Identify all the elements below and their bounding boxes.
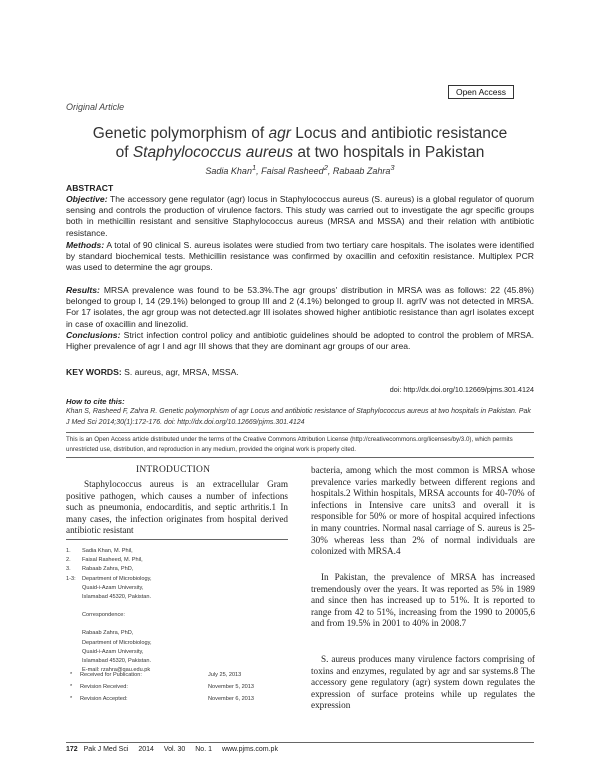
divider: [66, 432, 534, 433]
abstract-heading: ABSTRACT: [66, 183, 114, 193]
correspondence-row: [66, 639, 288, 648]
introduction-right-paragraph-1: bacteria, among which the most common is MRSA whose prevalence varies markedly between different regions and hospitals.2 Within hospitals, MRSA accounts for 40-70% of infections in Intensive care units3 and overall it is responsible for 50% or more of hospital acquired infections in many countries. Normal nasal carriage of S. aureus is 25-30% whereas less than 2% of normal individuals are colonized with MRSA.4: [311, 465, 535, 557]
page-footer: [66, 746, 286, 753]
correspondence-line[interactable]: E-mail: rzahra@qau.edu.pk: [82, 667, 151, 674]
abstract-results: [66, 285, 534, 330]
affiliation-number: [66, 593, 82, 602]
affiliation-text: Islamabad 45320, Pakistan.: [82, 594, 152, 601]
title-line-1: [60, 124, 540, 143]
correspondence-row: [66, 629, 288, 638]
date-star: *: [70, 672, 73, 678]
date-label: Received for Publication:: [80, 672, 142, 678]
abstract-methods: [66, 240, 534, 274]
divider: [66, 539, 288, 540]
date-star: *: [70, 696, 73, 702]
date-value: November 5, 2013: [208, 684, 255, 690]
author-name: Sadia Khan: [205, 166, 252, 176]
affiliation-row: [66, 556, 288, 565]
affiliation-text: Faisal Rasheed, M. Phil,: [82, 557, 143, 564]
correspondence-row: [66, 648, 288, 657]
affiliation-number: 3.: [66, 566, 71, 573]
doi-link[interactable]: doi: http://dx.doi.org/10.12669/pjms.301.4124: [389, 385, 534, 394]
correspondence-line: Department of Microbiology,: [82, 639, 152, 646]
author-affiliation-mark: 3: [390, 163, 395, 172]
article-type: Original Article: [66, 102, 125, 112]
keywords: [66, 367, 239, 377]
date-star: *: [70, 684, 73, 690]
date-label: Revision Received:: [80, 684, 128, 690]
correspondence-line: Quaid-i-Azam University,: [82, 648, 144, 655]
title-text: at two hospitals in Pakistan: [293, 144, 485, 161]
author-affiliation-mark: 1: [251, 163, 257, 172]
section-text: Strict infection control policy and antibiotic guidelines should be adopted to control the problem of MRSA. Higher prevalence of agr I and agr III shows that they are dominant agr groups of our area.: [66, 330, 534, 352]
author-list: Sadia Khan$^1$, Faisal Rasheed$^2$, Rabaab Zahra$^3$: [205, 163, 395, 176]
section-text: The accessory gene regulator (agr) locus in Staphylococcus aureus (S. aureus) is a global regulator of quorum sensing and controls the production of virulence factors. This study was carried out to investigate the agr specific groups both in methicillin resistant and sensitive Staphylococcus aureus (MRSA and MSSA) and their relation with antibiotic resistance.: [66, 194, 535, 238]
page-number: 172: [66, 746, 78, 753]
author-name: Faisal Rasheed: [261, 166, 324, 176]
article-title: [60, 124, 540, 162]
introduction-left-paragraph: Staphylococcus aureus is an extracellular Gram positive pathogen, which causes a number of infections such as pneumonia, endocarditis, and septic arthritis.1 In many cases, the infection originates from hospital derived antibiotic resistant: [66, 479, 288, 536]
citation-text: Khan S, Rasheed F, Zahra R. Genetic polymorphism of agr Locus and antibiotic resistance of Staphylococcus aureus at two hospitals in Pakistan. Pak J Med Sci 2014;30(1):172-176. doi: http://dx.doi.org/10.12669/pjms.301.4124: [66, 408, 531, 426]
section-label: Results:: [66, 285, 100, 295]
journal-website[interactable]: www.pjms.com.pk: [221, 746, 278, 753]
title-text: Genetic polymorphism of: [92, 125, 269, 142]
footer-divider: [66, 742, 534, 743]
date-row: [70, 669, 288, 681]
author-affiliations: [66, 547, 288, 675]
date-value: July 25, 2013: [208, 672, 242, 678]
journal-year: 2014: [138, 746, 154, 753]
affiliation-text: Quaid-i-Azam University,: [82, 584, 144, 591]
license-notice: This is an Open Access article distributed under the terms of the Creative Commons Attribution License (http://creativecommons.org/licenses/by/3.0), which permits unrestricted use, distribution, and reproduction in any medium, provided the original work is properly cited.: [66, 436, 513, 453]
correspondence-row: [66, 657, 288, 666]
section-label: Objective:: [66, 194, 108, 204]
affiliation-list: [66, 547, 288, 602]
introduction-right-paragraph-3: S. aureus produces many virulence factors comprising of toxins and enzymes, regulated by agr and sar systems.8 The accessory gene regulatory (agr) system down regulates the expression of surface proteins while up regulates the expression: [311, 654, 535, 711]
correspondence-label-row: [66, 611, 288, 620]
affiliation-text: Department of Microbiology,: [82, 575, 152, 582]
publication-dates: [70, 669, 288, 705]
affiliation-number: 1.: [66, 548, 71, 554]
affiliation-row: [66, 593, 288, 602]
author-affiliation-mark: 2: [323, 163, 328, 172]
correspondence-line: Rabaab Zahra, PhD,: [82, 630, 134, 637]
title-gene: agr: [268, 125, 291, 142]
affiliation-row: [66, 575, 288, 584]
section-label: Conclusions:: [66, 330, 121, 340]
date-row: [70, 681, 288, 693]
introduction-right-paragraph-2: In Pakistan, the prevalence of MRSA has increased tremendously over the years. It was reported as 5% in 1989 and since then has increased up to 51%. It is reported to range from 42 to 51%, increasing from the 1990 to 20005,6 and from 19.5% in 2001 to 40% in 2008.7: [311, 572, 535, 629]
affiliation-row: [66, 547, 288, 556]
affiliation-number: 2.: [66, 557, 71, 564]
affiliation-row: [66, 565, 288, 574]
title-line-2: [60, 143, 540, 162]
date-row: [70, 693, 288, 705]
author-name: Rabaab Zahra: [332, 166, 391, 176]
journal-volume: Vol. 30: [163, 746, 186, 753]
title-species: Staphylococcus aureus: [132, 144, 294, 161]
date-value: November 6, 2013: [208, 696, 255, 702]
date-label: Revision Accepted:: [80, 696, 128, 702]
journal-name: Pak J Med Sci: [83, 746, 129, 753]
section-text: MRSA prevalence was found to be 53.3%.The agr groups' distribution in MRSA was as follows: 22 (45.8%) belonged to group I, 14 (29.1%) belonged to group III and 2 (4.1%) belonged to group II. agrIV was not detected in MRSA. For 17 isolates, the agr group was not detected.agr III isolates showed higher antibiotic resistance than agrI isolates except in case of oxacillin and linezolid.: [66, 285, 535, 329]
abstract-conclusions: [66, 330, 534, 352]
section-label: Methods:: [66, 240, 105, 250]
journal-number: No. 1: [195, 746, 212, 753]
affiliation-number: 1-3:: [66, 575, 76, 582]
keywords-text: S. aureus, agr, MRSA, MSSA.: [124, 367, 239, 377]
affiliation-text: Sadia Khan, M. Phil,: [82, 548, 133, 554]
abstract-objective: [66, 194, 534, 239]
title-text: Locus and antibiotic resistance: [290, 125, 508, 142]
introduction-heading: INTRODUCTION: [136, 465, 211, 475]
affiliation-number: [66, 584, 82, 593]
divider: [66, 457, 534, 458]
section-text: A total of 90 clinical S. aureus isolates were studied from two tertiary care hospitals. The isolates were identified by standard biochemical tests. Methicillin resistance was confirmed by oxacillin and cefoxitin resistance. Multiplex PCR was used to determine the agr groups.: [66, 240, 535, 273]
correspondence-label: Correspondence:: [82, 612, 125, 619]
cite-heading: How to cite this:: [66, 397, 125, 406]
title-text: of: [115, 144, 133, 161]
correspondence-line: Islamabad 45320, Pakistan.: [82, 658, 152, 665]
keywords-label: KEY WORDS:: [66, 367, 122, 377]
affiliation-text: Rabaab Zahra, PhD,: [82, 566, 134, 573]
affiliation-row: [66, 584, 288, 593]
open-access-badge: Open Access: [448, 85, 514, 99]
